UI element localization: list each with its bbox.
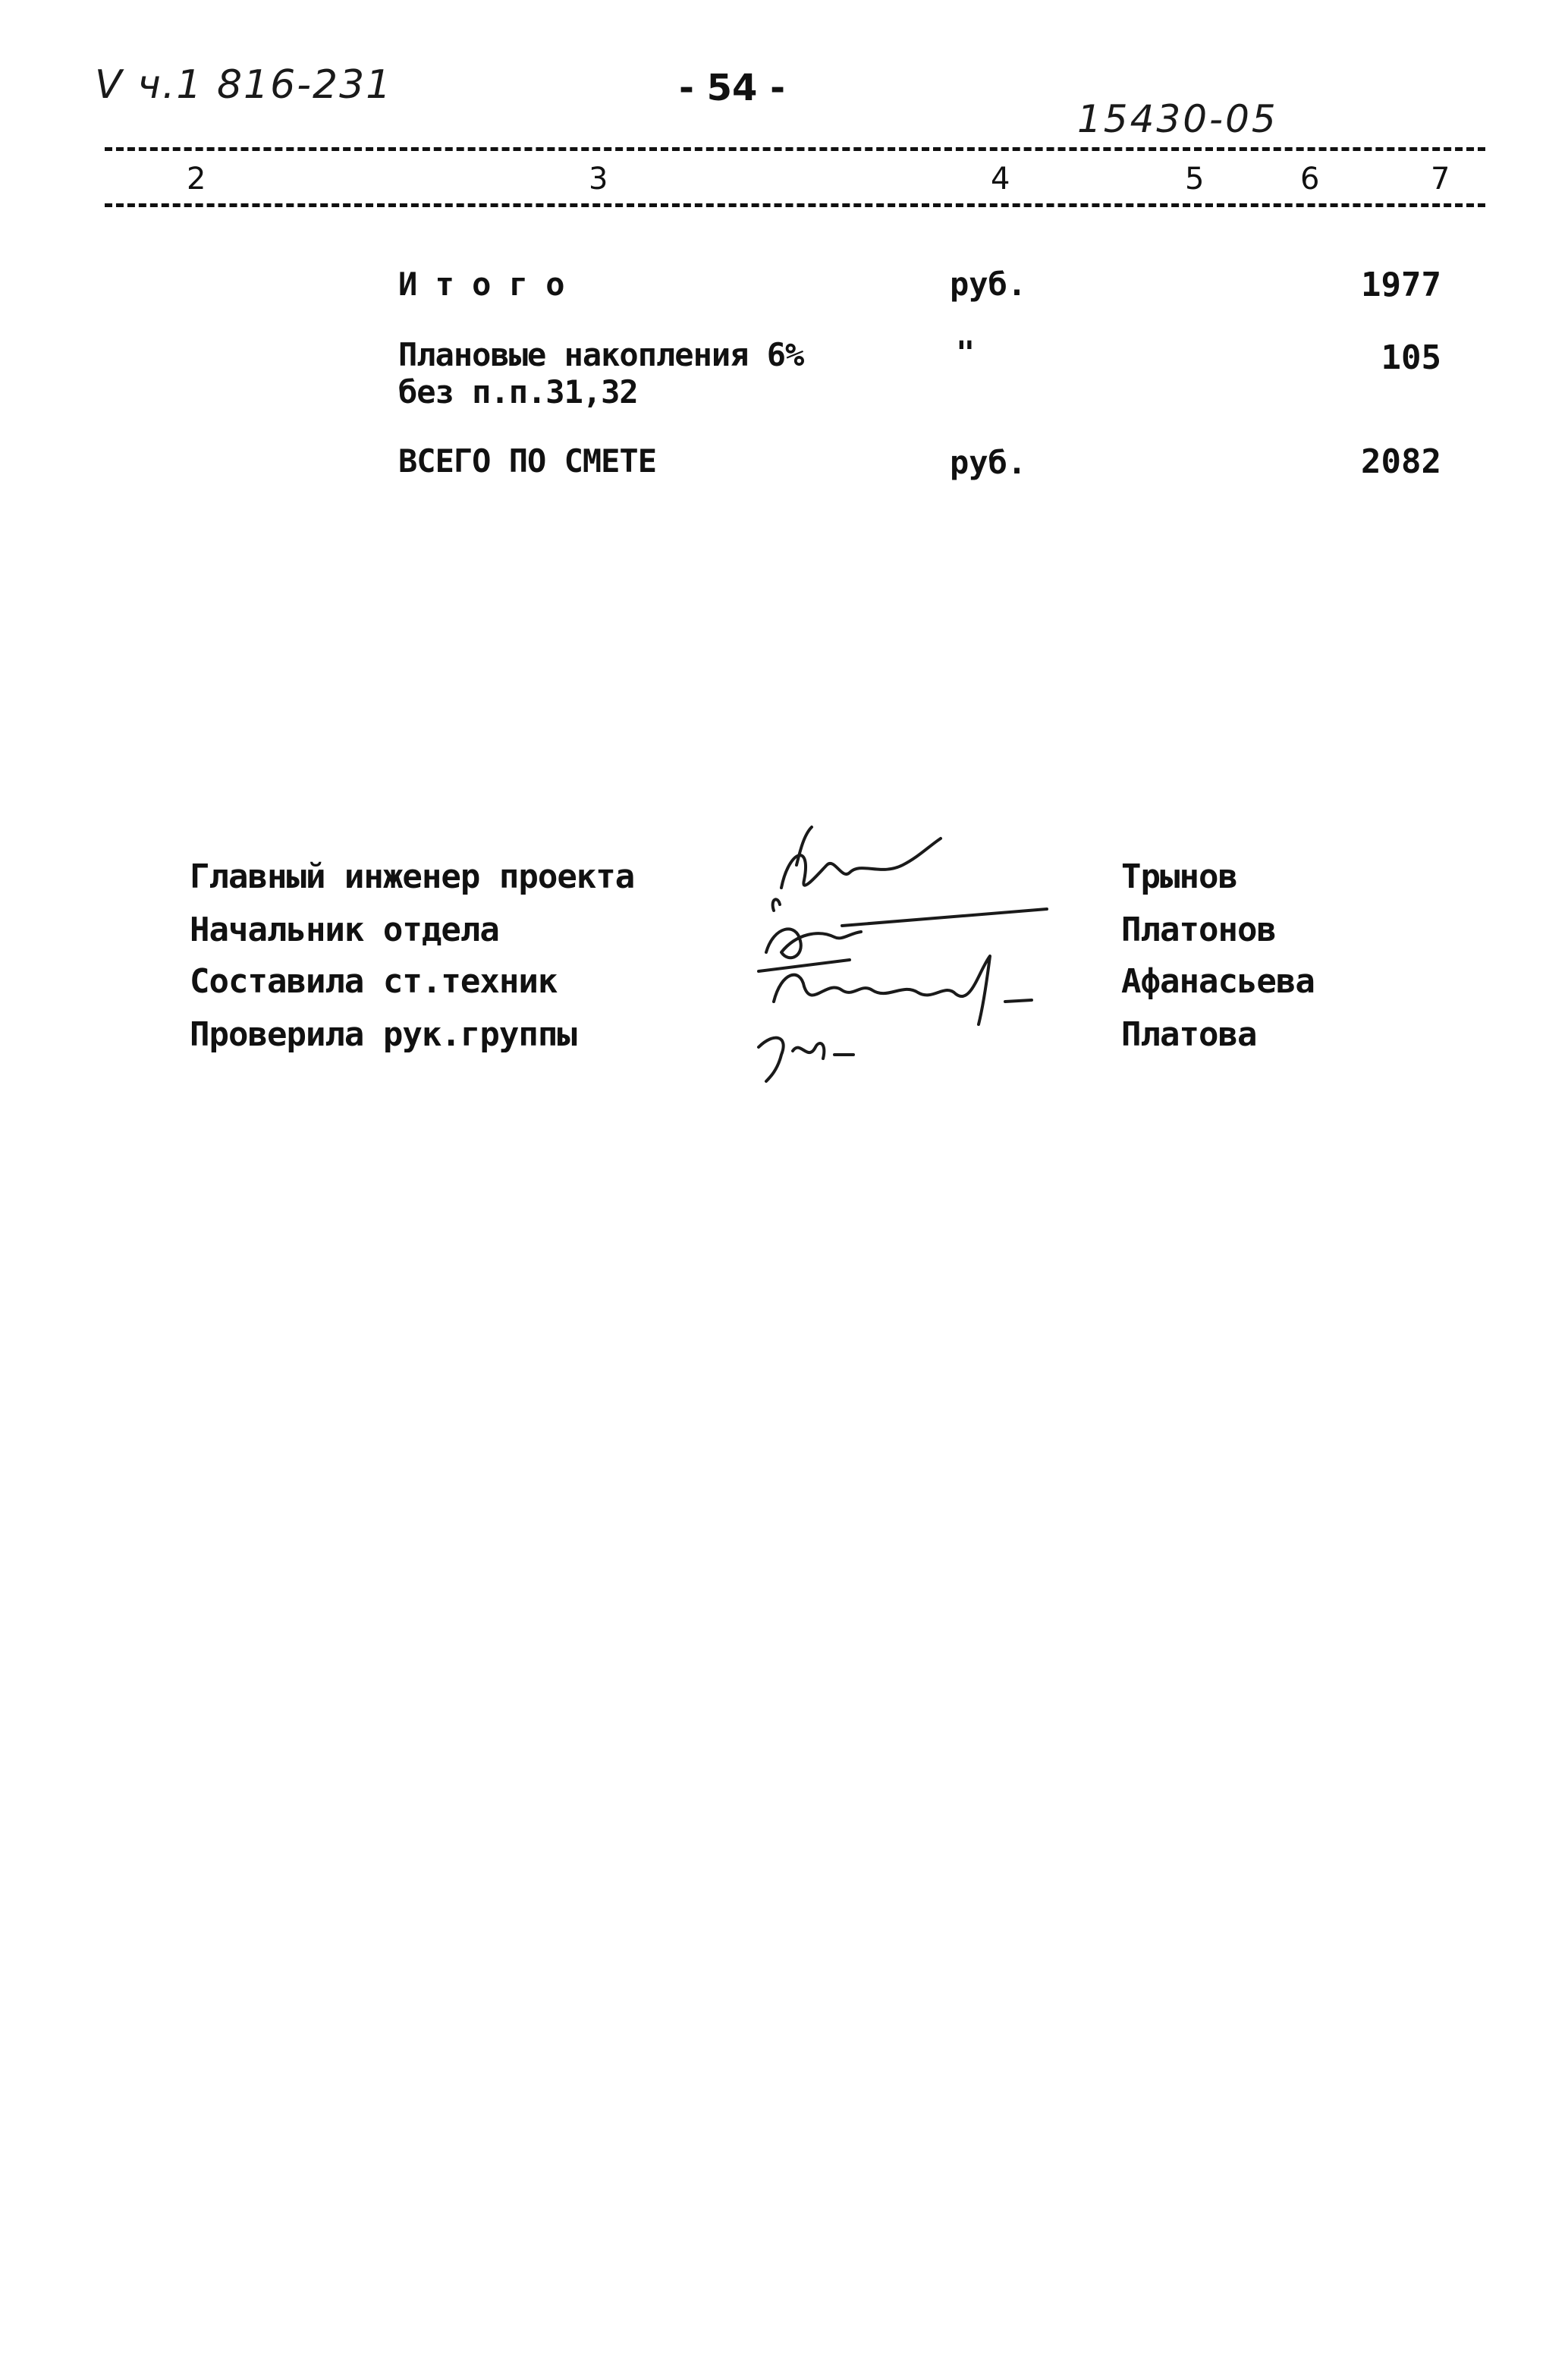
page-number: - 54 - [679, 67, 786, 109]
sheet-code: 15430-05 [1077, 97, 1278, 141]
signature-2-line [842, 909, 1047, 926]
signature-2 [766, 929, 861, 958]
signer-role: Проверила рук.группы [190, 1015, 577, 1054]
column-number-7: 7 [1426, 159, 1454, 199]
handwritten-signatures [728, 819, 1077, 1093]
header-dashed-line-top [105, 147, 1485, 151]
column-number-6: 6 [1296, 159, 1324, 199]
signer-role: Составила ст.техник [190, 962, 558, 1001]
signer-name: Платонов [1121, 911, 1276, 949]
signature-1 [781, 838, 941, 888]
header-dashed-line-bottom [105, 203, 1485, 207]
row-label-line2: без п.п.31,32 [398, 373, 638, 411]
signature-4 [759, 1038, 784, 1081]
signature-3-dash [1005, 1000, 1032, 1002]
row-label: И т о г о [398, 266, 564, 303]
row-amount: 2082 [1361, 442, 1441, 481]
signature-2-flourish [759, 960, 850, 971]
signer-name: Трынов [1121, 857, 1237, 896]
column-number-3: 3 [584, 159, 612, 199]
row-unit: руб. [950, 266, 1027, 303]
column-number-5: 5 [1180, 159, 1208, 199]
column-number-4: 4 [986, 159, 1014, 199]
row-label: Плановые накопления 6% [398, 336, 804, 373]
signer-role: Главный инженер проекта [190, 857, 635, 896]
row-label: ВСЕГО ПО СМЕТЕ [398, 442, 657, 480]
document-reference: V ч.1 816-231 [95, 62, 393, 108]
row-amount: 105 [1381, 338, 1441, 377]
signer-name: Платова [1121, 1015, 1257, 1054]
row-unit: руб. [950, 444, 1027, 481]
signature-4-loop [793, 1043, 824, 1059]
row-amount: 1977 [1361, 266, 1441, 304]
signature-1-mark [773, 899, 780, 911]
signer-role: Начальник отдела [190, 911, 499, 949]
column-number-2: 2 [182, 159, 210, 199]
signer-name: Афанасьева [1121, 962, 1315, 1001]
row-unit: " [956, 334, 976, 371]
